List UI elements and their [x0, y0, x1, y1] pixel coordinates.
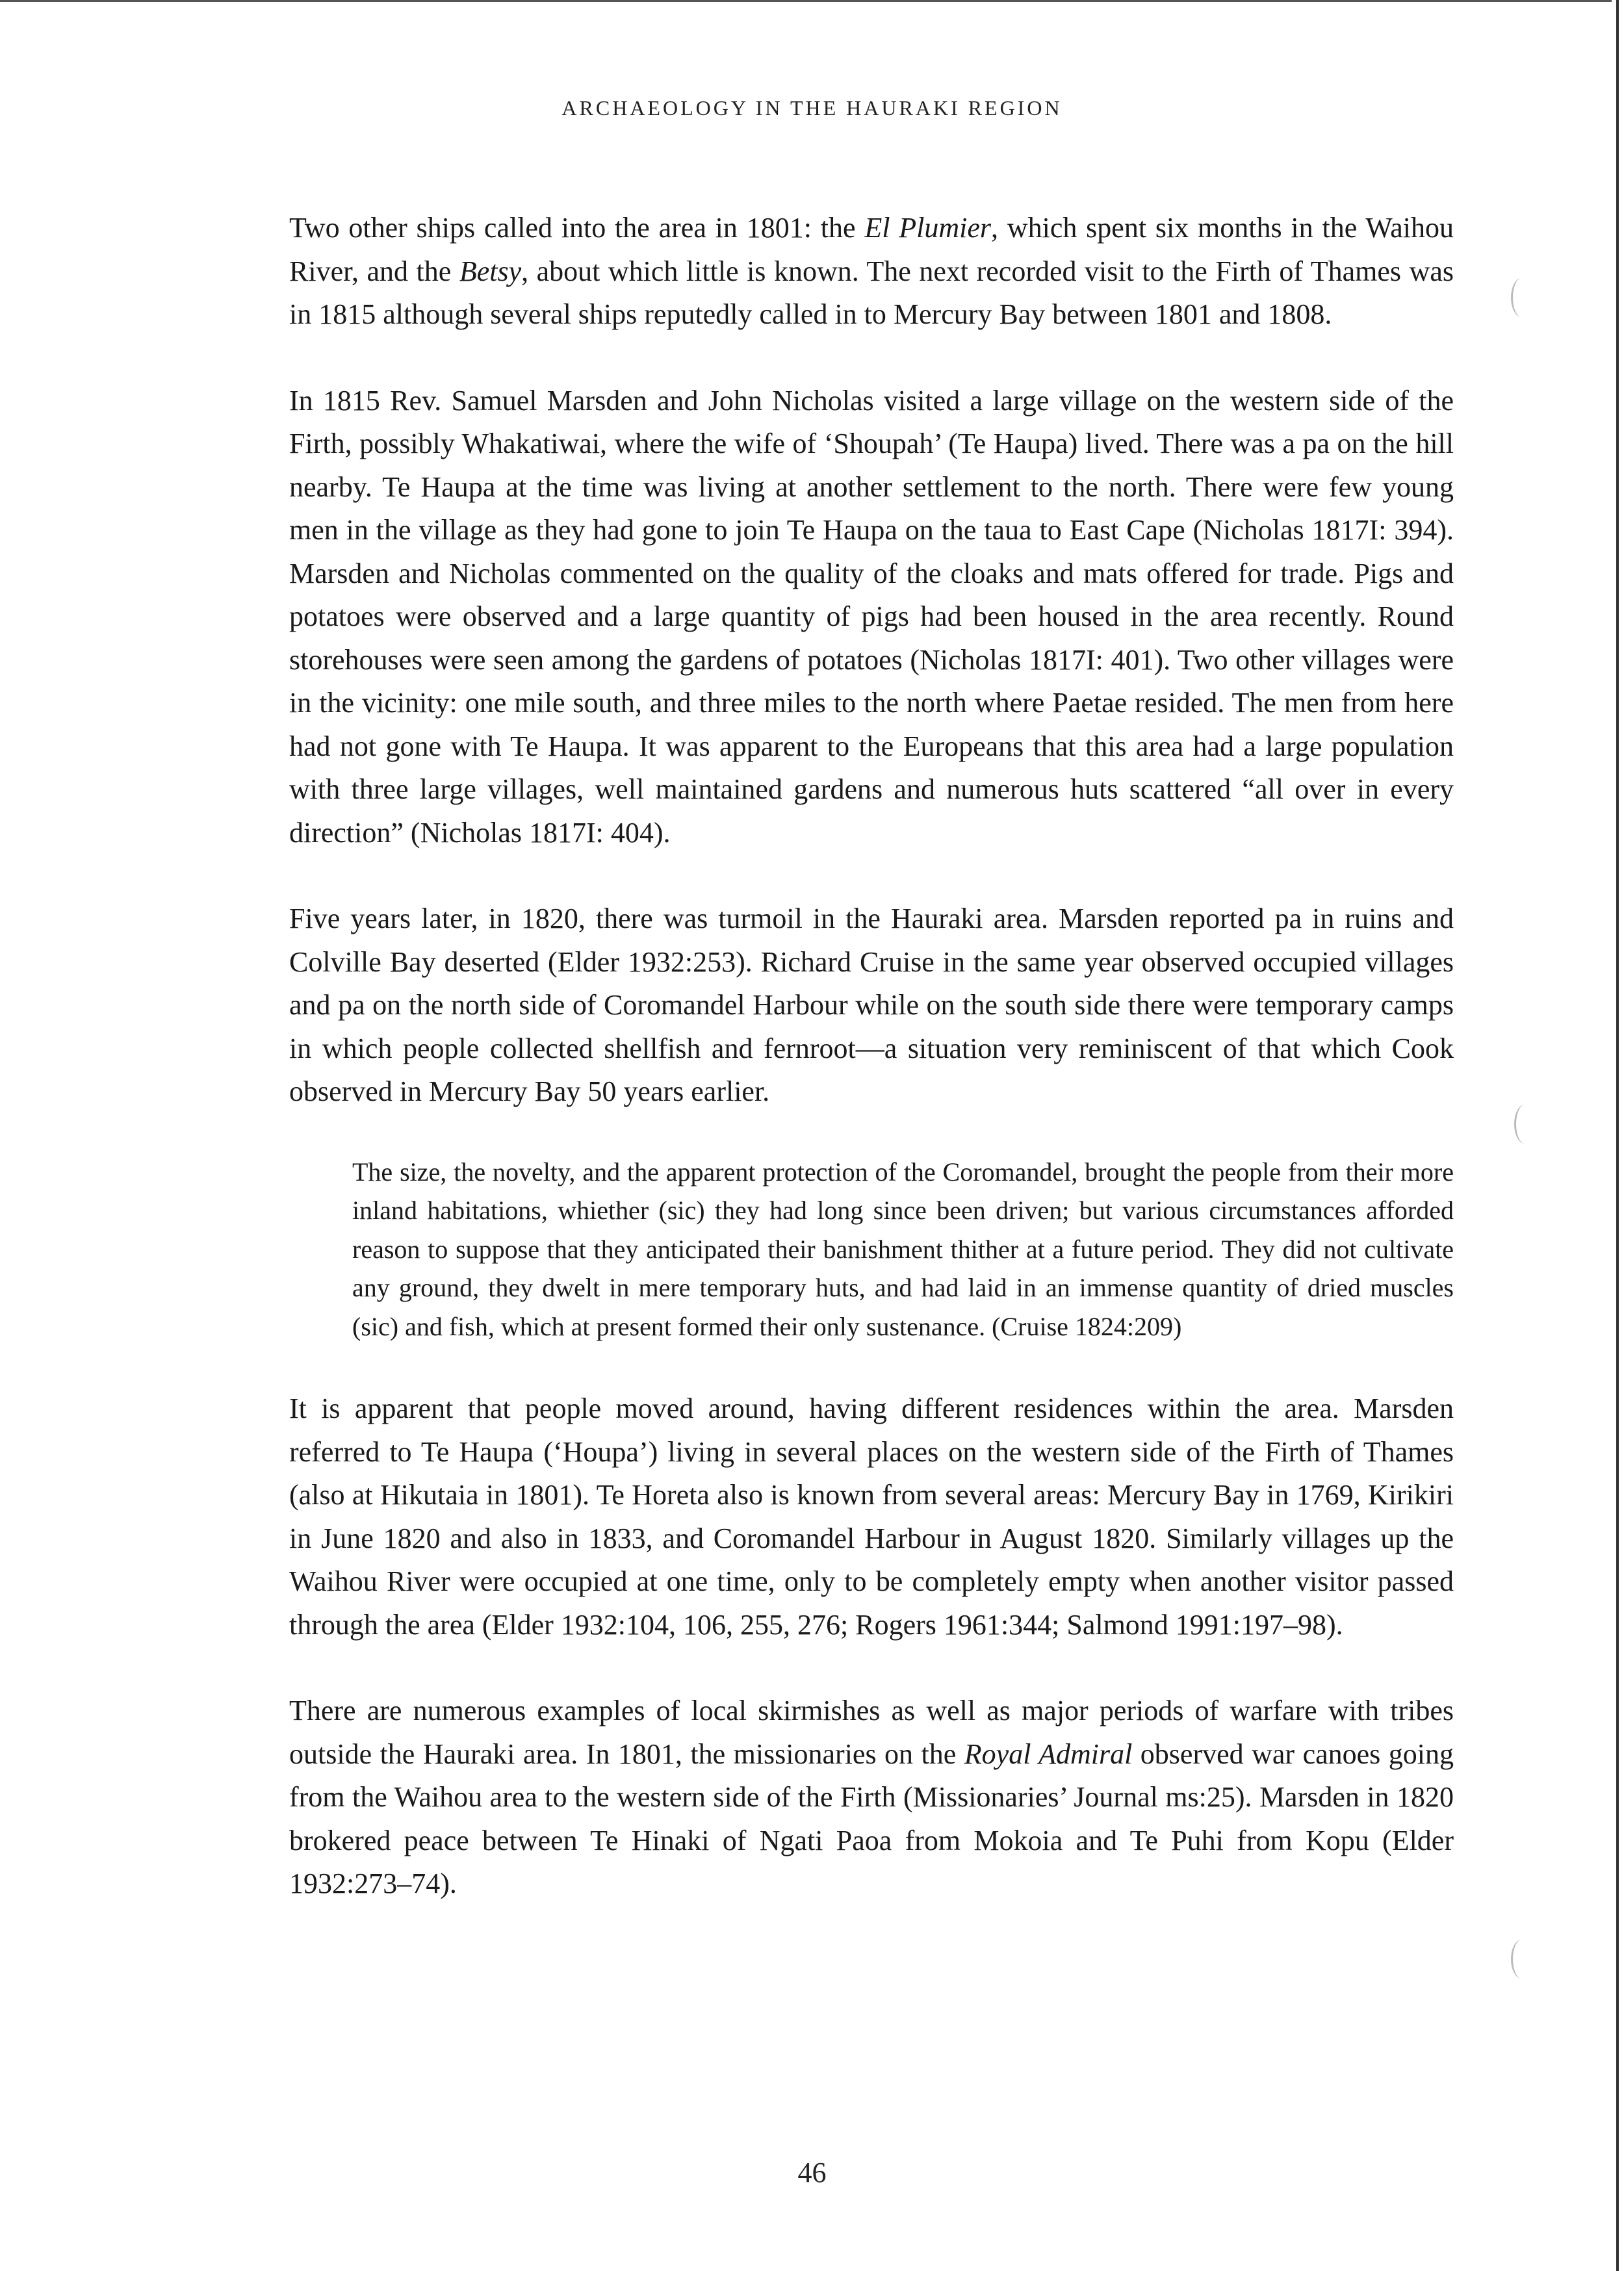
top-border-line: [0, 0, 1612, 2]
block-quote-cruise: The size, the novelty, and the apparent protection of the Coromandel, brought the people from their more inland habitations, whiether (sic) they had long since been driven; but various circumstances afforded reason to suppose that they anticipated their banishment thither at a future period. They did not cultivate any ground, they dwelt in mere temporary huts, and had laid in an immense quantity of dried muscles (sic) and fish, which at present formed their only sustenance. (Cruise 1824:209): [352, 1157, 1454, 1341]
text-run: , about which little is known. The next recorded visit to the Firth of Thames was in 1815 although several ships reputedly called in to Mercury Bay between 1801 and 1808.: [289, 255, 1454, 330]
page-number: 46: [797, 2157, 827, 2188]
running-head: ARCHAEOLOGY IN THE HAURAKI REGION: [561, 96, 1063, 120]
text-run: observed war canoes going from the Waihou area to the western side of the Firth (Missionaries’ Journal ms:25). Marsden in 1820 brokered peace between Te Hinaki of Ngati Paoa from Mokoia and Te Puhi from Kopu (Elder 1932:273–74).: [289, 1738, 1454, 1899]
paragraph-ships-1801: [289, 207, 1454, 337]
ship-name: Royal Admiral: [964, 1738, 1133, 1770]
punch-hole-mark: [1511, 278, 1532, 317]
paragraph-warfare: [289, 1689, 1454, 1906]
paragraph-turmoil-1820: Five years later, in 1820, there was turmoil in the Hauraki area. Marsden reported pa in ruins and Colville Bay deserted (Elder 1932:253). Richard Cruise in the same year observed occupied villages and pa on the north side of Coromandel Harbour while on the south side there were temporary camps in which people collected shellfish and fernroot—a situation very reminiscent of that which Cook observed in Mercury Bay 50 years earlier.: [289, 903, 1454, 1107]
right-border-line: [1616, 0, 1619, 2271]
ship-name: Betsy: [459, 255, 522, 287]
text-run: There are numerous examples of local skirmishes as well as major periods of warfare with tribes outside the Hauraki area. In 1801, the missionaries on the: [289, 1695, 1454, 1770]
paragraph-residences: It is apparent that people moved around, having different residences within the area. Marsden referred to Te Haupa (‘Houpa’) living in several places on the western side of the Firth of Thames (also at Hikutaia in 1801). Te Horeta also is known from several areas: Mercury Bay in 1769, Kirikiri in June 1820 and also in 1833, and Coromandel Harbour in August 1820. Similarly villages up the Waihou River were occupied at one time, only to be completely empty when another visitor passed through the area (Elder 1932:104, 106, 255, 276; Rogers 1961:344; Salmond 1991:197–98).: [289, 1392, 1454, 1641]
punch-hole-mark: [1514, 1105, 1536, 1144]
punch-hole-mark: [1511, 1940, 1532, 1979]
paragraph-marsden-nicholas: In 1815 Rev. Samuel Marsden and John Nicholas visited a large village on the western side of the Firth, possibly Whakatiwai, where the wife of ‘Shoupah’ (Te Haupa) lived. There was a pa on the hill nearby. Te Haupa at the time was living at another settlement to the north. There were few young men in the village as they had gone to join Te Haupa on the taua to East Cape (Nicholas 1817I: 394). Marsden and Nicholas commented on the quality of the cloaks and mats offered for trade. Pigs and potatoes were observed and a large quantity of pigs had been housed in the area recently. Round storehouses were seen among the gardens of potatoes (Nicholas 1817I: 401). Two other villages were in the vicinity: one mile south, and three miles to the north where Paetae resided. The men from here had not gone with Te Haupa. It was apparent to the Europeans that this area had a large population with three large villages, well maintained gardens and numerous huts scattered “all over in every direction” (Nicholas 1817I: 404).: [289, 384, 1454, 849]
ship-name: El Plumier: [864, 212, 992, 244]
body-text: [289, 207, 1454, 1906]
text-run: Two other ships called into the area in 1801: the: [289, 212, 865, 244]
text-run: , which spent six months in the Waihou River, and the: [289, 212, 1454, 287]
